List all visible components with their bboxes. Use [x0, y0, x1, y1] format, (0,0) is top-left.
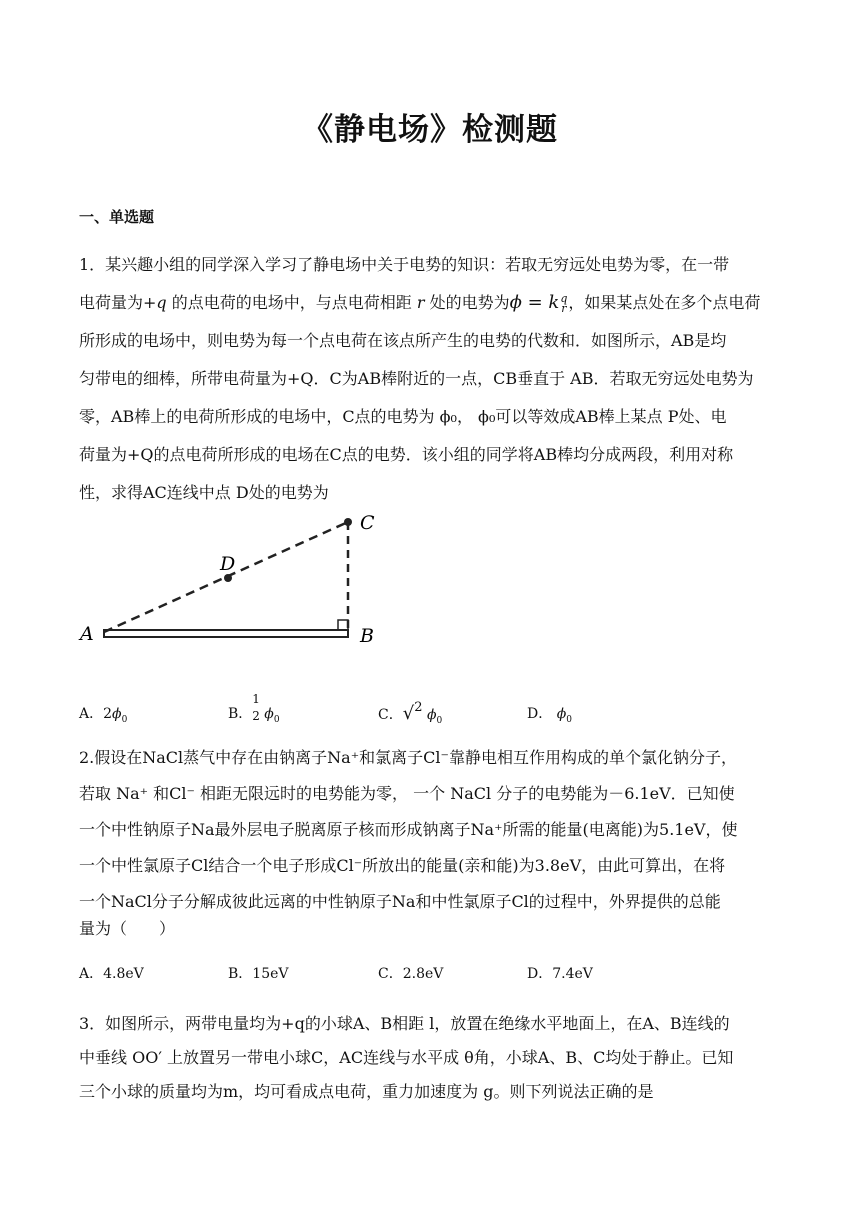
q1-option-d[interactable]: D． $\phi_0$ [527, 706, 572, 725]
point-c [344, 518, 352, 526]
q2-line-5: 一个NaCl分子分解成彼此远离的中性钠原子Na和中性氯原子Cl的过程中，外界提供的总能 [79, 892, 721, 911]
q1-option-c[interactable]: C．√2 $\phi_0$ [378, 700, 443, 726]
q1-line-6: 荷量为+Q的点电荷所形成的电场在C点的电势．该小组的同学将AB棒均分成两段，利用对称 [79, 445, 734, 464]
label-c: C [360, 512, 375, 534]
q2-line-6: 量为（ ） [79, 919, 176, 938]
q1-line-3: 所形成的电场中，则电势为每一个点电荷在该点所产生的电势的代数和．如图所示，AB是均 [79, 331, 727, 350]
potential-formula: ϕ = k q r [509, 291, 568, 315]
q1-option-a[interactable]: A．$2\phi_0$ [79, 706, 128, 725]
label-a: A [80, 623, 94, 645]
q3-line-3: 三个小球的质量均为m，均可看成点电荷，重力加速度为 g。则下列说法正确的是 [79, 1082, 654, 1101]
q2-line-4: 一个中性氯原子Cl结合一个电子形成Cl⁻所放出的能量(亲和能)为3.8eV，由此可算出，在将 [79, 856, 726, 875]
q2-option-b[interactable]: B．15eV [228, 966, 289, 982]
q2-option-c[interactable]: C．2.8eV [378, 966, 444, 982]
label-b: B [360, 625, 374, 647]
q2-line-2: 若取 Na⁺ 和Cl⁻ 相距无限远时的电势能为零， 一个 NaCl 分子的电势能为－6.1eV．已知使 [79, 784, 735, 803]
q1-option-b[interactable]: B． 1 2 $\phi_0$ [228, 692, 280, 725]
q2-line-3: 一个中性钠原子Na最外层电子脱离原子核而形成钠离子Na⁺所需的能量(电离能)为5.1eV，使 [79, 820, 738, 839]
page-title: 《静电场》检测题 [302, 112, 558, 148]
q3-line-2: 中垂线 OO′ 上放置另一带电小球C，AC连线与水平成 θ角，小球A、B、C均处于静止。已知 [79, 1048, 734, 1067]
q3-line-1: 3．如图所示，两带电量均为+q的小球A、B相距 l，放置在绝缘水平地面上，在A、B连线的 [79, 1014, 730, 1033]
q1-line-5: 零，AB棒上的电荷所形成的电场中，C点的电势为 ϕ₀， ϕ₀可以等效成AB棒上某点 P处、电 [79, 407, 727, 426]
charged-rod-figure [76, 508, 386, 648]
label-d: D [220, 553, 236, 575]
q1-line-2: 电荷量为+q 的点电荷的电场中，与点电荷相距 r 处的电势为ϕ = k q r ，如果某点处在多个点电荷 [79, 291, 761, 315]
point-d [224, 574, 232, 582]
q1-line-7: 性，求得AC连线中点 D处的电势为 [79, 483, 329, 502]
q1-line-1: 1．某兴趣小组的同学深入学习了静电场中关于电势的知识：若取无穷远处电势为零，在一带 [79, 255, 730, 274]
q2-line-1: 2.假设在NaCl蒸气中存在由钠离子Na⁺和氯离子Cl⁻靠静电相互作用构成的单个氯化钠分子， [79, 748, 737, 767]
section-heading: 一、单选题 [79, 208, 155, 226]
q1-line-4: 匀带电的细棒，所带电荷量为+Q．C为AB棒附近的一点，CB垂直于 AB．若取无穷远处电势为 [79, 369, 754, 388]
right-angle-mark [338, 620, 348, 630]
q2-option-d[interactable]: D．7.4eV [527, 966, 593, 982]
rod-ab [104, 630, 348, 637]
q2-option-a[interactable]: A．4.8eV [79, 966, 144, 982]
